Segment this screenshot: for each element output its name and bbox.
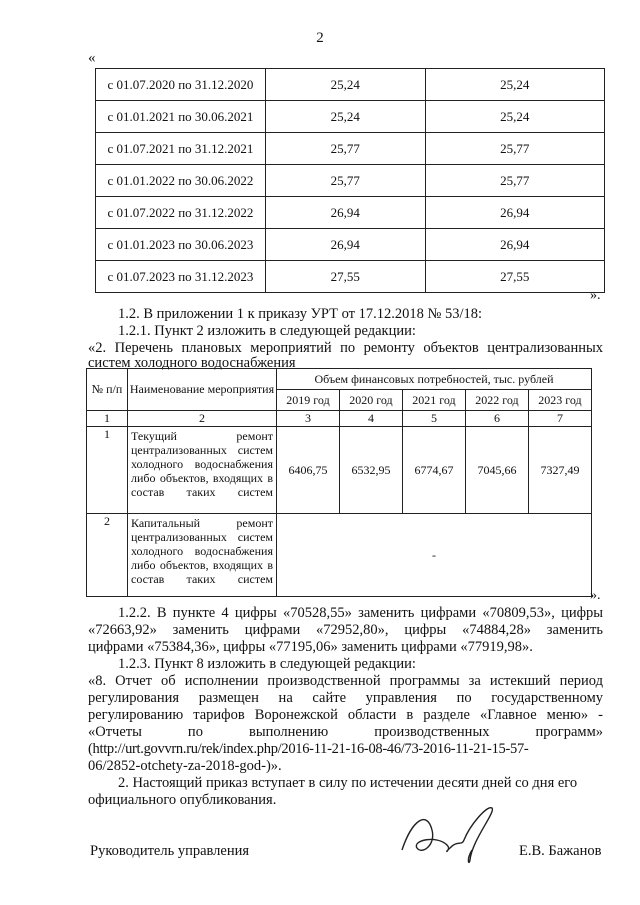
value-cell: 6406,75 — [277, 427, 340, 514]
row-name: Текущий ремонт централизованных систем холодного водоснабжения либо объектов, входящих в состав таких систем — [128, 427, 277, 514]
paragraph-1-2: 1.2. В приложении 1 к приказу УРТ от 17.12.2018 № 53/18: — [118, 306, 483, 322]
value-cell: 25,77 — [425, 165, 604, 197]
value-cell: 26,94 — [425, 229, 604, 261]
value-cell: 26,94 — [265, 229, 425, 261]
period-cell: с 01.01.2023 по 30.06.2023 — [96, 229, 266, 261]
paragraph-8-line: «Отчеты по выполнению производственных программ» — [88, 724, 603, 740]
column-number: 5 — [402, 411, 465, 427]
paragraph-1-2-2-line: цифрами «75384,36», цифры «77195,06» заменить цифрами «77919,98». — [88, 639, 533, 655]
plan-title-line: «2. Перечень плановых мероприятий по ремонту объектов централизованных — [88, 340, 603, 356]
paragraph-8-line: регулированию тарифов Воронежской области в разделе «Главное меню» - — [88, 707, 603, 723]
plan-table — [86, 368, 592, 597]
paragraph-1-2-1: 1.2.1. Пункт 2 изложить в следующей редакции: — [118, 323, 416, 339]
header-year: 2021 год — [402, 390, 465, 411]
header-num: № п/п — [87, 369, 128, 411]
value-cell: 6774,67 — [402, 427, 465, 514]
paragraph-8-line: «8. Отчет об исполнении производственной программы за истекший период — [88, 673, 603, 689]
signature-image — [392, 800, 502, 870]
paragraph-8-line: 06/2852-otchety-za-2018-god-)». — [88, 758, 282, 774]
column-number: 6 — [465, 411, 528, 427]
rates-table — [95, 68, 605, 293]
rates-row — [96, 261, 605, 293]
header-year: 2022 год — [465, 390, 528, 411]
header-name: Наименование мероприятия — [128, 369, 277, 411]
column-number: 3 — [277, 411, 340, 427]
value-cell: 25,77 — [425, 133, 604, 165]
value-cell: 25,24 — [265, 69, 425, 101]
row-num: 2 — [87, 514, 128, 597]
value-cell: 26,94 — [425, 197, 604, 229]
paragraph-1-2-2-line: 1.2.2. В пункте 4 цифры «70528,55» заменить цифрами «70809,53», цифры — [118, 605, 603, 621]
value-cell: 25,77 — [265, 165, 425, 197]
column-number: 7 — [528, 411, 591, 427]
period-cell: с 01.07.2020 по 31.12.2020 — [96, 69, 266, 101]
rates-row — [96, 133, 605, 165]
rates-row — [96, 197, 605, 229]
value-cell: 7327,49 — [528, 427, 591, 514]
header-year: 2023 год — [528, 390, 591, 411]
period-cell: с 01.07.2021 по 31.12.2021 — [96, 133, 266, 165]
paragraph-8-line: регулирования размещен на сайте управления по государственному — [88, 690, 603, 706]
header-financing: Объем финансовых потребностей, тыс. рублей — [277, 369, 592, 390]
column-number: 4 — [339, 411, 402, 427]
paragraph-2-line: официального опубликования. — [88, 792, 277, 808]
column-number: 2 — [128, 411, 277, 427]
paragraph-1-2-2-line: «72663,92» заменить цифрами «72952,80», цифры «74884,28» заменить — [88, 622, 603, 638]
period-cell: с 01.01.2021 по 30.06.2021 — [96, 101, 266, 133]
value-cell: 6532,95 — [339, 427, 402, 514]
closing-quote: ». — [590, 588, 601, 603]
value-cell: 27,55 — [425, 261, 604, 293]
row-num: 1 — [87, 427, 128, 514]
column-number: 1 — [87, 411, 128, 427]
closing-quote: ». — [590, 288, 601, 303]
paragraph-8-link: (http://urt.govvrn.ru/rek/index.php/2016-11-21-16-08-46/73-2016-11-21-15-57- — [88, 741, 529, 757]
value-cell: 25,24 — [425, 101, 604, 133]
rates-row — [96, 165, 605, 197]
row-name: Капитальный ремонт централизованных систем холодного водоснабжения либо объектов, входящих в состав таких систем — [128, 514, 277, 597]
value-cell: 27,55 — [265, 261, 425, 293]
page-number: 2 — [316, 30, 324, 46]
plan-title-line: систем холодного водоснабжения — [88, 355, 296, 371]
header-year: 2020 год — [339, 390, 402, 411]
value-cell: 25,24 — [425, 69, 604, 101]
value-cell: 25,24 — [265, 101, 425, 133]
value-cell: 7045,66 — [465, 427, 528, 514]
value-cell: 25,77 — [265, 133, 425, 165]
period-cell: с 01.07.2023 по 31.12.2023 — [96, 261, 266, 293]
value-cell: 26,94 — [265, 197, 425, 229]
signer-name: Е.В. Бажанов — [519, 843, 602, 859]
paragraph-1-2-3: 1.2.3. Пункт 8 изложить в следующей редакции: — [118, 656, 416, 672]
header-year: 2019 год — [277, 390, 340, 411]
rates-row — [96, 101, 605, 133]
rates-row — [96, 229, 605, 261]
period-cell: с 01.01.2022 по 30.06.2022 — [96, 165, 266, 197]
paragraph-2-line: 2. Настоящий приказ вступает в силу по истечении десяти дней со дня его — [118, 775, 578, 791]
rates-row — [96, 69, 605, 101]
value-dash: - — [277, 514, 592, 597]
signer-title: Руководитель управления — [90, 843, 250, 859]
period-cell: с 01.07.2022 по 31.12.2022 — [96, 197, 266, 229]
opening-quote: « — [88, 50, 96, 66]
